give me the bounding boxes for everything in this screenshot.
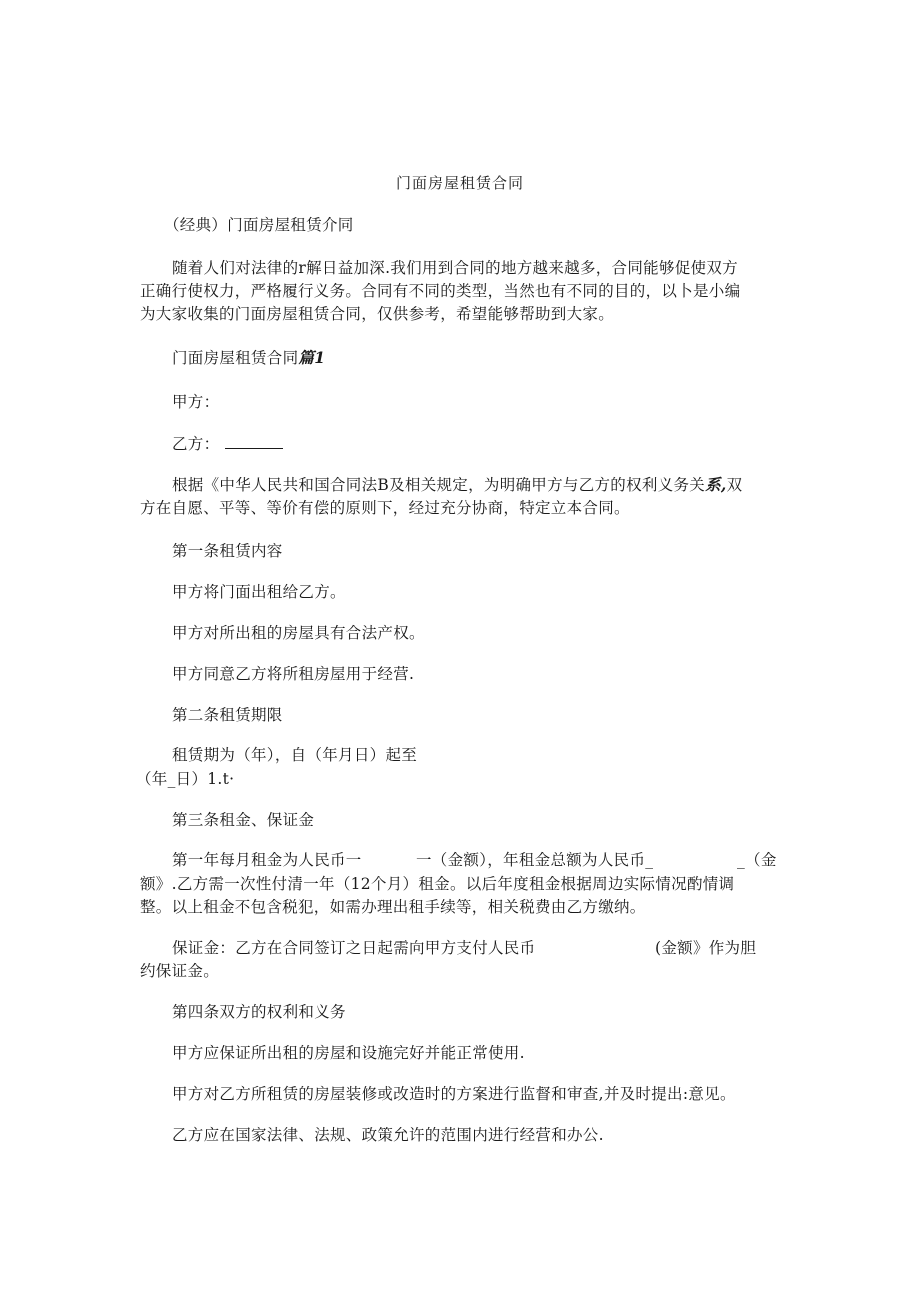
article-3-line-1c: _（金 xyxy=(737,851,777,869)
section-number: 篇1 xyxy=(298,348,326,367)
section-title xyxy=(172,346,325,368)
document-subtitle: （经典）门面房屋租赁介同 xyxy=(164,216,354,234)
article-3-line-2: 额》.乙方需一次性付清一年（12个月）租金。以后年度租金根据周边实际情况酌情调 xyxy=(140,875,735,893)
article-1-para-1: 甲方将门面出租给乙方。 xyxy=(172,583,346,601)
basis-line-1 xyxy=(172,473,742,495)
party-b-row xyxy=(172,432,283,454)
article-1-para-3: 甲方同意乙方将所租房屋用于经营. xyxy=(172,665,415,683)
article-3-line-1a: 第一年每月租金为人民币一 xyxy=(172,851,362,869)
basis-line-2: 方在自愿、平等、等价有偿的原则下，经过充分协商，特定立本合同。 xyxy=(140,499,630,517)
article-3-line-1b: 一（金额），年租金总额为人民币_ xyxy=(416,851,654,869)
party-b-label: 乙方： xyxy=(172,435,220,453)
intro-line-2: 正确行使权力，严格履行义务。合同有不同的类型，当然也有不同的目的，以卜是小编 xyxy=(140,282,741,300)
article-2-para-1: 租赁期为（年），自（年月日）起至 xyxy=(172,746,418,764)
party-b-blank xyxy=(225,436,283,449)
article-4-title: 第四条双方的权利和义务 xyxy=(172,1003,346,1021)
deposit-line-1a: 保证金：乙方在合同签订之日起需向甲方支付人民币 xyxy=(172,939,536,957)
document-title: 门面房屋租赁合同 xyxy=(395,174,524,192)
article-4-para-1: 甲方应保证所出租的房屋和设施完好并能正常使用. xyxy=(172,1044,525,1062)
intro-line-3: 为大家收集的门面房屋租赁合同，仅供参考，希望能够帮助到大家。 xyxy=(140,305,615,323)
deposit-line-1b: (金额》作为胆 xyxy=(655,939,757,957)
article-3-title: 第三条租金、保证金 xyxy=(172,811,315,829)
basis-line-1-text: 根据《中华人民共和国合同法B及相关规定，为明确甲方与乙方的权利义务关 xyxy=(172,476,706,494)
article-4-para-2: 甲方对乙方所租赁的房屋装修或改造时的方案进行监督和审查,并及时提出:意见。 xyxy=(172,1085,736,1103)
deposit-line-2: 约保证金。 xyxy=(140,962,220,980)
article-4-para-3: 乙方应在国家法律、法规、政策允许的范围内进行经营和办公. xyxy=(172,1126,604,1144)
article-3-line-3: 整。以上租金不包含税犯，如需办理出租手续等，相关税费由乙方缴纳。 xyxy=(140,898,646,916)
article-2-title: 第二条租赁期限 xyxy=(172,706,283,724)
intro-line-1: 随着人们对法律的r解日益加深.我们用到合同的地方越来越多，合同能够促使双方 xyxy=(172,259,738,277)
party-a-label: 甲方： xyxy=(172,393,220,411)
article-1-para-2: 甲方对所出租的房屋具有合法产权。 xyxy=(172,624,425,642)
basis-line-1-end: 双 xyxy=(726,476,743,494)
article-2-para-2: （年_日）1.t· xyxy=(136,770,235,788)
section-title-text: 门面房屋租赁合同 xyxy=(172,349,299,367)
article-1-title: 第一条租赁内容 xyxy=(172,542,283,560)
basis-line-1-emph: 系, xyxy=(705,475,727,494)
